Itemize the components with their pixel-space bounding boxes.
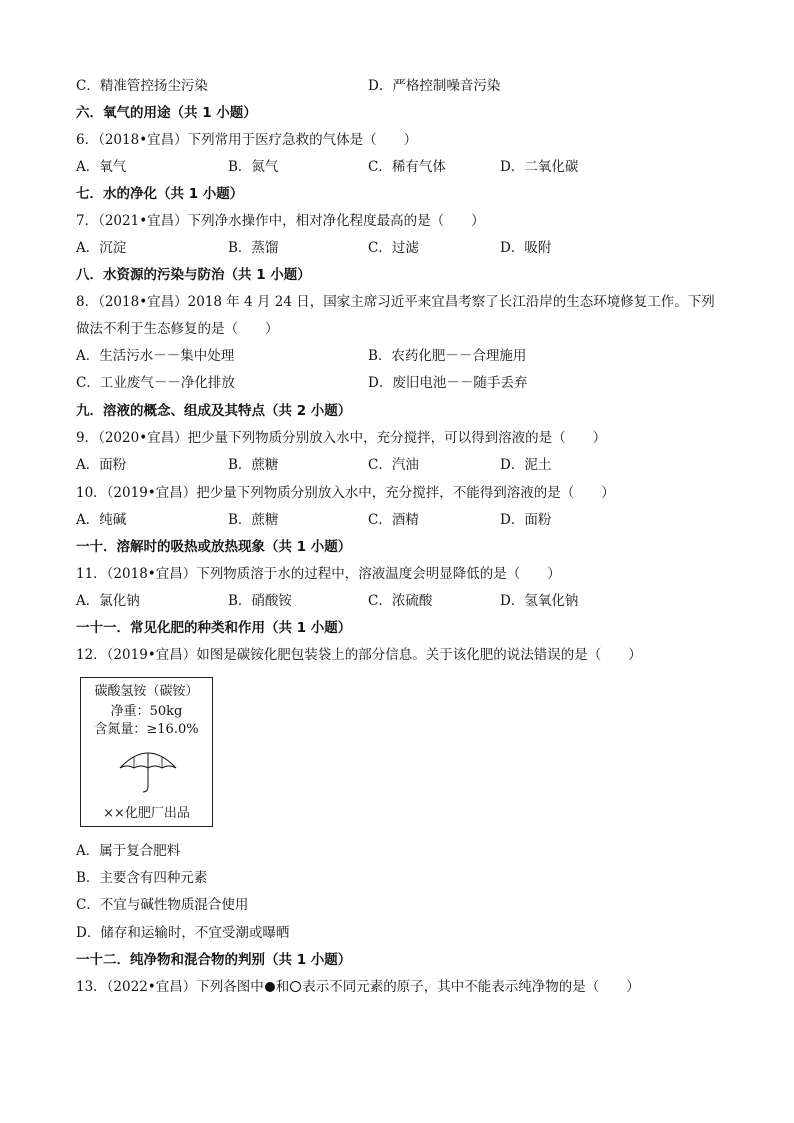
q10-option-b: B．蔗糖 — [228, 512, 279, 528]
q13-stem-mid: 和 — [275, 979, 290, 995]
fertilizer-name: 碳酸氢铵（碳铵） — [94, 684, 199, 699]
q6-option-b: B．氮气 — [228, 159, 279, 175]
q8-option-c: C．工业废气－－净化排放 — [76, 375, 235, 391]
fertilizer-nitrogen-content: 含氮量：≥16.0% — [94, 722, 199, 737]
q7-option-c: C．过滤 — [368, 240, 419, 256]
q8-stem-line1: 8．（2018•宜昌）2018 年 4 月 24 日，国家主席习近平来宜昌考察了长江沿岸的生态环境修复工作。下列 — [76, 294, 715, 310]
q10-stem: 10．（2019•宜昌）把少量下列物质分别放入水中，充分搅拌，不能得到溶液的是（ ） — [76, 485, 615, 501]
q7-option-b: B．蒸馏 — [228, 240, 279, 256]
section-heading-8: 八．水资源的污染与防治（共 1 小题） — [76, 267, 311, 283]
q12-stem: 12．（2019•宜昌）如图是碳铵化肥包装袋上的部分信息。关于该化肥的说法错误的是（ ） — [76, 647, 642, 663]
q5-option-c: C．精准管控扬尘污染 — [76, 78, 208, 94]
q10-option-d: D．面粉 — [500, 512, 552, 528]
hollow-atom-icon — [290, 981, 301, 992]
section-heading-12: 一十二．纯净物和混合物的判别（共 1 小题） — [76, 952, 352, 968]
q9-option-d: D．泥土 — [500, 457, 552, 473]
q8-option-b: B．农药化肥－－合理施用 — [368, 348, 527, 364]
fertilizer-label-figure — [80, 677, 213, 827]
q13-stem — [76, 978, 640, 996]
q7-option-a: A．沉淀 — [76, 240, 127, 256]
q12-option-a: A．属于复合肥料 — [76, 843, 181, 859]
q8-option-d: D．废旧电池－－随手丢弃 — [368, 375, 528, 391]
q11-option-a: A．氯化钠 — [76, 593, 140, 609]
q9-option-a: A．面粉 — [76, 457, 127, 473]
q10-option-c: C．酒精 — [368, 512, 419, 528]
q6-option-c: C．稀有气体 — [368, 159, 446, 175]
q8-stem-line2: 做法不利于生态修复的是（ ） — [76, 321, 279, 337]
section-heading-7: 七．水的净化（共 1 小题） — [76, 186, 244, 202]
filled-atom-icon — [265, 982, 275, 992]
q8-option-a: A．生活污水－－集中处理 — [76, 348, 235, 364]
q11-stem: 11．（2018•宜昌）下列物质溶于水的过程中，溶液温度会明显降低的是（ ） — [76, 566, 561, 582]
q5-option-d: D．严格控制噪音污染 — [368, 78, 501, 94]
q7-option-d: D．吸附 — [500, 240, 552, 256]
q11-option-d: D．氢氧化钠 — [500, 593, 579, 609]
section-heading-6: 六．氧气的用途（共 1 小题） — [76, 105, 257, 121]
section-heading-10: 一十．溶解时的吸热或放热现象（共 1 小题） — [76, 539, 352, 555]
q10-option-a: A．纯碱 — [76, 512, 127, 528]
q11-option-b: B．硝酸铵 — [228, 593, 292, 609]
fertilizer-net-weight: 净重：50kg — [110, 704, 183, 719]
q6-option-a: A．氧气 — [76, 159, 127, 175]
q9-option-c: C．汽油 — [368, 457, 419, 473]
q13-stem-post: 表示不同元素的原子，其中不能表示纯净物的是（ ） — [302, 979, 640, 995]
q11-option-c: C．浓硫酸 — [368, 593, 433, 609]
q9-option-b: B．蔗糖 — [228, 457, 279, 473]
section-heading-11: 一十一．常见化肥的种类和作用（共 1 小题） — [76, 620, 352, 636]
q6-option-d: D．二氧化碳 — [500, 159, 579, 175]
fertilizer-maker: ××化肥厂出品 — [103, 806, 190, 821]
q12-option-c: C．不宜与碱性物质混合使用 — [76, 897, 249, 913]
q13-stem-pre: 13．（2022•宜昌）下列各图中 — [76, 979, 264, 995]
q9-stem: 9．（2020•宜昌）把少量下列物质分别放入水中，充分搅拌，可以得到溶液的是（ ） — [76, 430, 607, 446]
umbrella-icon — [117, 744, 179, 796]
q6-stem: 6．（2018•宜昌）下列常用于医疗急救的气体是（ ） — [76, 132, 418, 148]
section-heading-9: 九．溶液的概念、组成及其特点（共 2 小题） — [76, 403, 352, 419]
q12-option-b: B．主要含有四种元素 — [76, 870, 208, 886]
q12-option-d: D．储存和运输时，不宜受潮或曝晒 — [76, 925, 290, 941]
q7-stem: 7．（2021•宜昌）下列净水操作中，相对净化程度最高的是（ ） — [76, 213, 485, 229]
